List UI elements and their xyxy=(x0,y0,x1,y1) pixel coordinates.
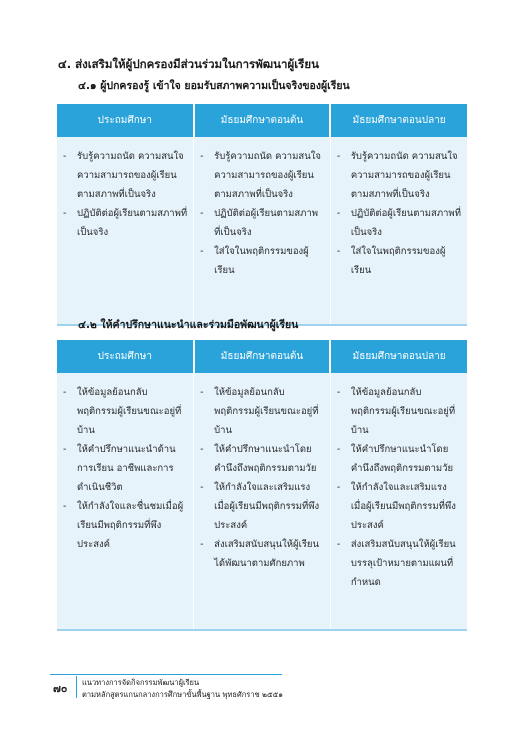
list-item: - รับรู้ความถนัด ความสนใจ ความสามารถของผู้เรียนตามสภาพที่เป็นจริง xyxy=(61,147,187,204)
table-header-row xyxy=(57,340,467,373)
column-header-upper-secondary: มัธยมศึกษาตอนปลาย xyxy=(330,104,467,137)
list-item: - ปฏิบัติต่อผู้เรียนตามสภาพที่เป็นจริง xyxy=(198,204,324,242)
column-header-primary: ประถมศึกษา xyxy=(57,340,194,373)
cell-upper-secondary xyxy=(330,373,467,630)
list-item: - ให้ข้อมูลย้อนกลับพฤติกรรมผู้เรียนขณะอยู่ที่บ้าน xyxy=(335,383,461,440)
list-item: - ส่งเสริมสนับสนุนให้ผู้เรียนได้พัฒนาตามศักยภาพ xyxy=(198,535,324,573)
footer-curriculum-title: ตามหลักสูตรแกนกลางการศึกษาขั้นพื้นฐาน พุทธศักราช ๒๕๕๑ xyxy=(82,690,284,699)
cell-primary xyxy=(57,137,194,325)
list-item: - ใส่ใจในพฤติกรรมของผู้เรียน xyxy=(335,242,461,280)
subsection-heading-2: ๔.๒ ให้คำปรึกษาแนะนำและร่วมมือพัฒนาผู้เรียน xyxy=(78,319,299,331)
list-item: - ให้คำปรึกษาแนะนำโดยคำนึงถึงพฤติกรรมตามวัย xyxy=(335,440,461,478)
list-item: - ให้กำลังใจและเสริมแรงเมื่อผู้เรียนมีพฤติกรรมที่พึงประสงค์ xyxy=(335,478,461,535)
footer-divider xyxy=(76,676,77,698)
table-row xyxy=(57,137,467,325)
cell-lower-secondary xyxy=(194,373,331,630)
page-number: ๗๐ xyxy=(53,683,68,695)
column-header-upper-secondary: มัธยมศึกษาตอนปลาย xyxy=(330,340,467,373)
footer-book-title: แนวทางการจัดกิจกรรมพัฒนาผู้เรียน xyxy=(82,678,200,687)
list-item: - ใส่ใจในพฤติกรรมของผู้เรียน xyxy=(198,242,324,280)
column-header-lower-secondary: มัธยมศึกษาตอนต้น xyxy=(194,104,331,137)
cell-lower-secondary xyxy=(194,137,331,325)
list-item: - ให้กำลังใจและเสริมแรงเมื่อผู้เรียนมีพฤติกรรมที่พึงประสงค์ xyxy=(198,478,324,535)
table-parent-understanding xyxy=(57,104,467,326)
list-item: - ส่งเสริมสนับสนุนให้ผู้เรียนบรรลุเป้าหมายตามแผนที่กำหนด xyxy=(335,535,461,592)
column-header-primary: ประถมศึกษา xyxy=(57,104,194,137)
section-heading: ๔. ส่งเสริมให้ผู้ปกครองมีส่วนร่วมในการพัฒนาผู้เรียน xyxy=(58,57,319,71)
table-header-row xyxy=(57,104,467,137)
list-item: - ปฏิบัติต่อผู้เรียนตามสภาพที่เป็นจริง xyxy=(61,204,187,242)
cell-primary xyxy=(57,373,194,630)
list-item: - ให้คำปรึกษาแนะนำด้านการเรียน อาชีพและการดำเนินชีวิต xyxy=(61,440,187,497)
table-counseling-cooperation xyxy=(57,340,467,631)
footer-rule xyxy=(50,674,282,675)
list-item: - ให้กำลังใจและชื่นชมเมื่อผู้เรียนมีพฤติกรรมที่พึงประสงค์ xyxy=(61,497,187,554)
column-header-lower-secondary: มัธยมศึกษาตอนต้น xyxy=(194,340,331,373)
list-item: - ให้ข้อมูลย้อนกลับพฤติกรรมผู้เรียนขณะอยู่ที่บ้าน xyxy=(198,383,324,440)
list-item: - ให้คำปรึกษาแนะนำโดยคำนึงถึงพฤติกรรมตามวัย xyxy=(198,440,324,478)
cell-upper-secondary xyxy=(330,137,467,325)
list-item: - รับรู้ความถนัด ความสนใจ ความสามารถของผู้เรียนตามสภาพที่เป็นจริง xyxy=(198,147,324,204)
table-row xyxy=(57,373,467,630)
list-item: - ปฏิบัติต่อผู้เรียนตามสภาพที่เป็นจริง xyxy=(335,204,461,242)
list-item: - รับรู้ความถนัด ความสนใจ ความสามารถของผู้เรียนตามสภาพที่เป็นจริง xyxy=(335,147,461,204)
subsection-heading-1: ๔.๑ ผู้ปกครองรู้ เข้าใจ ยอมรับสภาพความเป็นจริงของผู้เรียน xyxy=(78,80,350,92)
list-item: - ให้ข้อมูลย้อนกลับพฤติกรรมผู้เรียนขณะอยู่ที่บ้าน xyxy=(61,383,187,440)
